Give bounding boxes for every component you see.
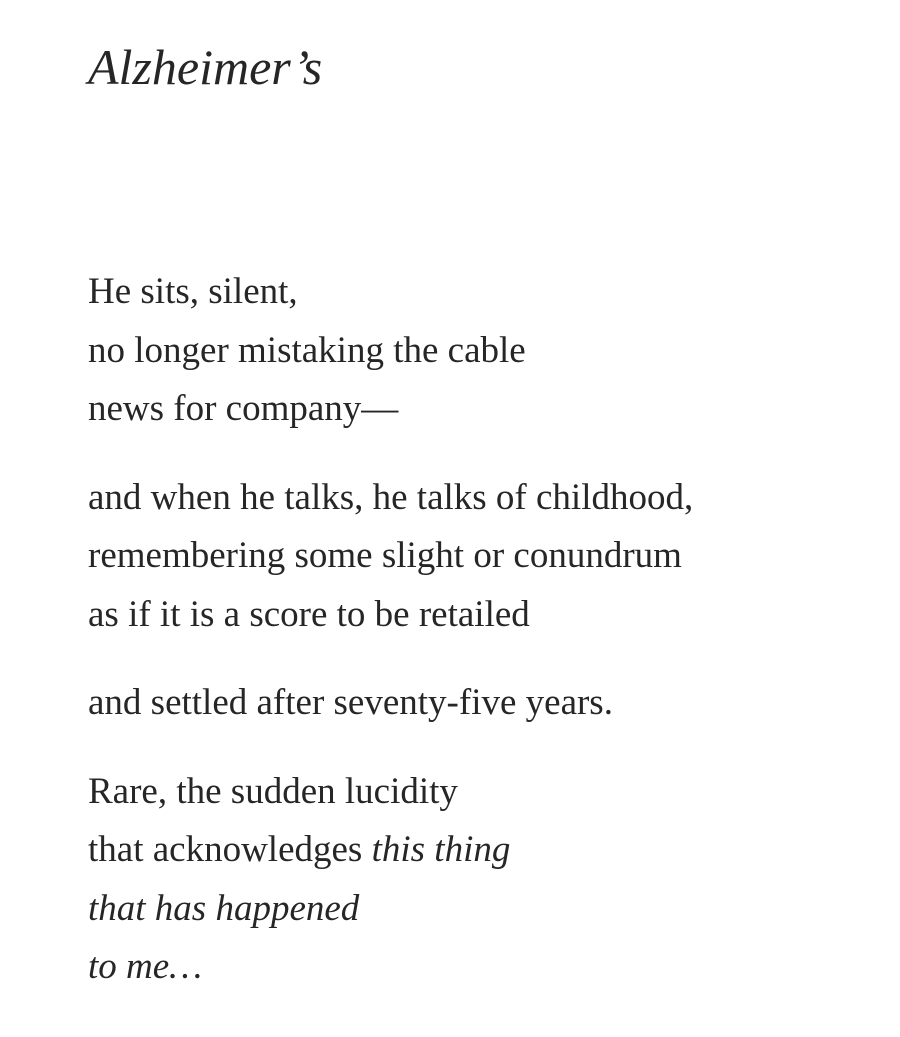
poem-line-emphasis: to me… <box>88 946 203 987</box>
poem-line: He sits, silent, <box>88 271 298 312</box>
poem-line: Rare, the sudden lucidity <box>88 770 458 812</box>
poem-line-text: that acknowledges <box>88 829 372 870</box>
poem-line: news for company— <box>88 388 399 429</box>
poem-line: and when he talks, he talks of childhood, <box>88 476 694 518</box>
stanza-1 <box>88 263 878 439</box>
poem-title: Alzheimer’s <box>88 39 323 95</box>
poem-body <box>88 263 878 1027</box>
stanza-4 <box>88 763 878 997</box>
stanza-3 <box>88 674 878 733</box>
poem-line: and settled after seventy-five years. <box>88 682 613 723</box>
stanza-2 <box>88 469 878 645</box>
poem-line: as if it is a score to be retailed <box>88 593 530 635</box>
poem-line: remembering some slight or conundrum <box>88 535 682 576</box>
poem-line-emphasis: that has happened <box>88 887 360 929</box>
poem-line <box>88 821 878 880</box>
poem-line: no longer mistaking the cable <box>88 329 526 371</box>
poem-line-emphasis: this thing <box>371 829 511 870</box>
